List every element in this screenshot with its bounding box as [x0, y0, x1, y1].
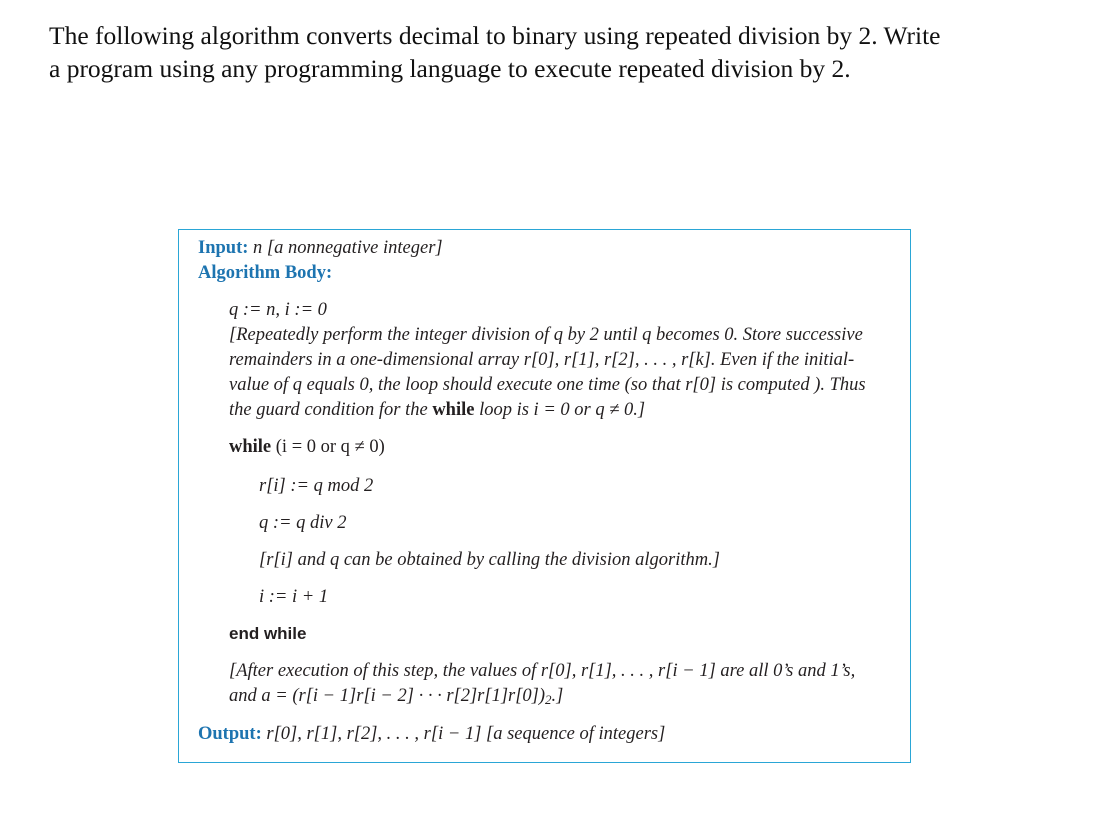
algorithm-body-label-text: Algorithm Body:	[198, 263, 333, 283]
comment1-while-keyword: while	[432, 400, 475, 420]
input-label: Input:	[198, 238, 249, 258]
problem-statement-line-1: The following algorithm converts decimal to binary using repeated division by 2. Write	[49, 21, 941, 50]
comment2-line-2-end: .]	[551, 686, 564, 706]
end-while: end while	[229, 624, 307, 643]
problem-statement-line-2: a program using any programming language to execute repeated division by 2.	[49, 54, 851, 83]
problem-statement	[49, 19, 1069, 85]
algorithm-box	[178, 229, 911, 763]
while-keyword: while	[229, 437, 272, 457]
stmt-remainder: r[i] := q mod 2	[259, 476, 374, 496]
stmt-comment: [r[i] and q can be obtained by calling the division algorithm.]	[259, 550, 720, 570]
output-text: r[0], r[1], r[2], . . . , r[i − 1] [a sequence of integers]	[266, 724, 666, 744]
output-label: Output:	[198, 724, 262, 744]
comment1-line-4-post: loop is i = 0 or q ≠ 0.]	[474, 400, 646, 420]
comment1-line-3: value of q equals 0, the loop should execute one time (so that r[0] is computed ). Thus	[229, 375, 866, 395]
comment2-line-2	[229, 684, 909, 712]
input-line	[198, 236, 443, 260]
comment1-line-1: [Repeatedly perform the integer division of q by 2 until q becomes 0. Store successive	[229, 325, 863, 345]
stmt-increment: i := i + 1	[259, 587, 329, 607]
comment2-line-2-main: and a = (r[i − 1]r[i − 2] · · · r[2]r[1]r[0])	[229, 686, 546, 706]
while-line	[229, 435, 385, 459]
comment1-line-4	[229, 398, 909, 423]
init-statement: q := n, i := 0	[229, 300, 327, 320]
comment2-line-1: [After execution of this step, the values of r[0], r[1], . . . , r[i − 1] are all 0’s and 1’s,	[229, 661, 856, 681]
stmt-quotient: q := q div 2	[259, 513, 347, 533]
output-line	[198, 722, 665, 746]
algorithm-body-label	[198, 261, 332, 285]
comment-after-execution	[229, 659, 909, 712]
comment1-line-2: remainders in a one-dimensional array r[0], r[1], r[2], . . . , r[k]. Even if the initial-	[229, 350, 855, 370]
comment-repeated-division	[229, 323, 909, 423]
comment2-subscript: 2	[545, 692, 552, 707]
while-condition: (i = 0 or q ≠ 0)	[275, 437, 385, 457]
input-text: n [a nonnegative integer]	[253, 238, 443, 258]
comment1-line-4-pre: the guard condition for the	[229, 400, 433, 420]
